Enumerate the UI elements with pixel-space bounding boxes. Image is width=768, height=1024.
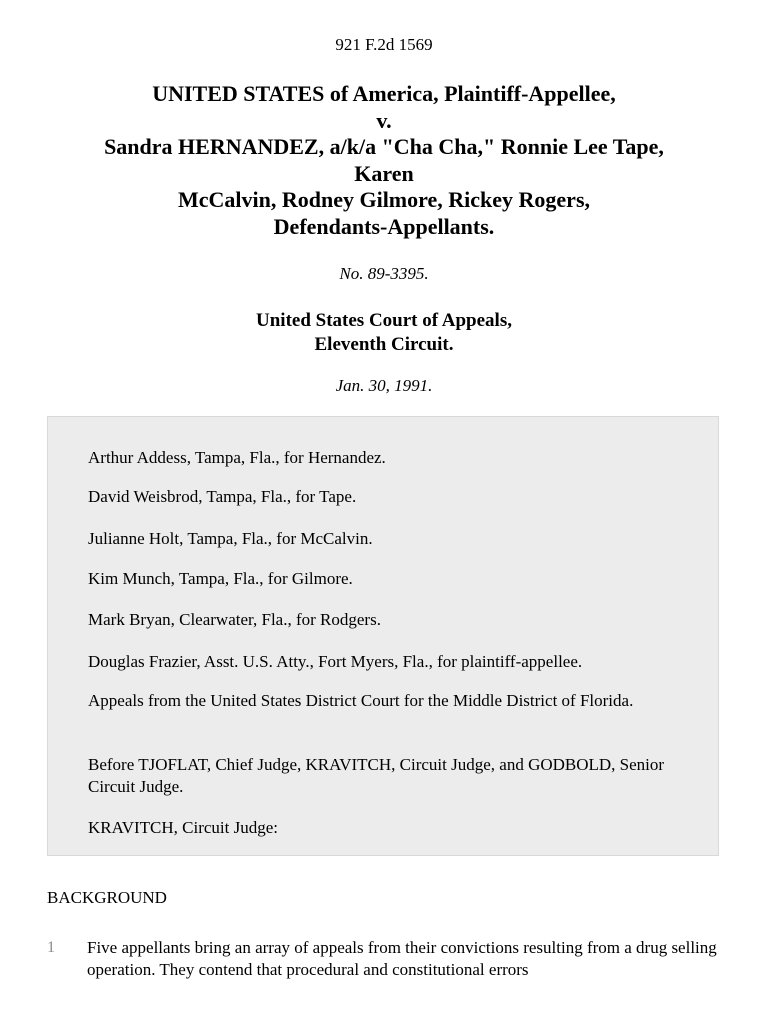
counsel-entry: Douglas Frazier, Asst. U.S. Atty., Fort Myers, Fla., for plaintiff-appellee.	[88, 652, 583, 671]
panel-judges: Before TJOFLAT, Chief Judge, KRAVITCH, Circuit Judge, and GODBOLD, Senior Circuit Judge.	[88, 755, 665, 796]
section-heading-background: BACKGROUND	[47, 888, 167, 907]
caption-line-defendants-4: Defendants-Appellants.	[273, 213, 495, 239]
appeal-origin: Appeals from the United States District Court for the Middle District of Florida.	[88, 691, 634, 710]
caption-line-defendants-1: Sandra HERNANDEZ, a/k/a "Cha Cha," Ronnie Lee Tape,	[104, 134, 664, 159]
caption-line-defendants-2: Karen	[354, 160, 414, 186]
counsel-entry: Julianne Holt, Tampa, Fla., for McCalvin.	[88, 529, 373, 548]
caption-line-defendants-3: McCalvin, Rodney Gilmore, Rickey Rogers,	[177, 187, 591, 212]
caption-line-plaintiff: UNITED STATES of America, Plaintiff-Appellee,	[152, 81, 616, 106]
counsel-panel	[47, 416, 719, 856]
case-caption	[0, 81, 768, 240]
counsel-entry: Mark Bryan, Clearwater, Fla., for Rodgers.	[88, 610, 381, 629]
court-name-line-2: Eleventh Circuit.	[314, 334, 454, 355]
paragraph-number: 1	[47, 939, 55, 956]
court-name	[0, 309, 768, 357]
paragraph-text: Five appellants bring an array of appeals from their convictions resulting from a drug selling operation. They contend that procedural and constitutional errors	[87, 938, 717, 979]
opinion-author: KRAVITCH, Circuit Judge:	[88, 818, 278, 837]
counsel-entry: David Weisbrod, Tampa, Fla., for Tape.	[88, 487, 357, 506]
counsel-entry: Arthur Addess, Tampa, Fla., for Hernandez.	[88, 448, 386, 467]
caption-line-versus: v.	[376, 107, 392, 133]
counsel-entry: Kim Munch, Tampa, Fla., for Gilmore.	[88, 569, 353, 588]
decision-date: Jan. 30, 1991.	[335, 376, 433, 395]
court-name-line-1: United States Court of Appeals,	[256, 310, 512, 331]
reporter-citation: 921 F.2d 1569	[335, 35, 433, 54]
docket-number: No. 89-3395.	[339, 264, 429, 283]
